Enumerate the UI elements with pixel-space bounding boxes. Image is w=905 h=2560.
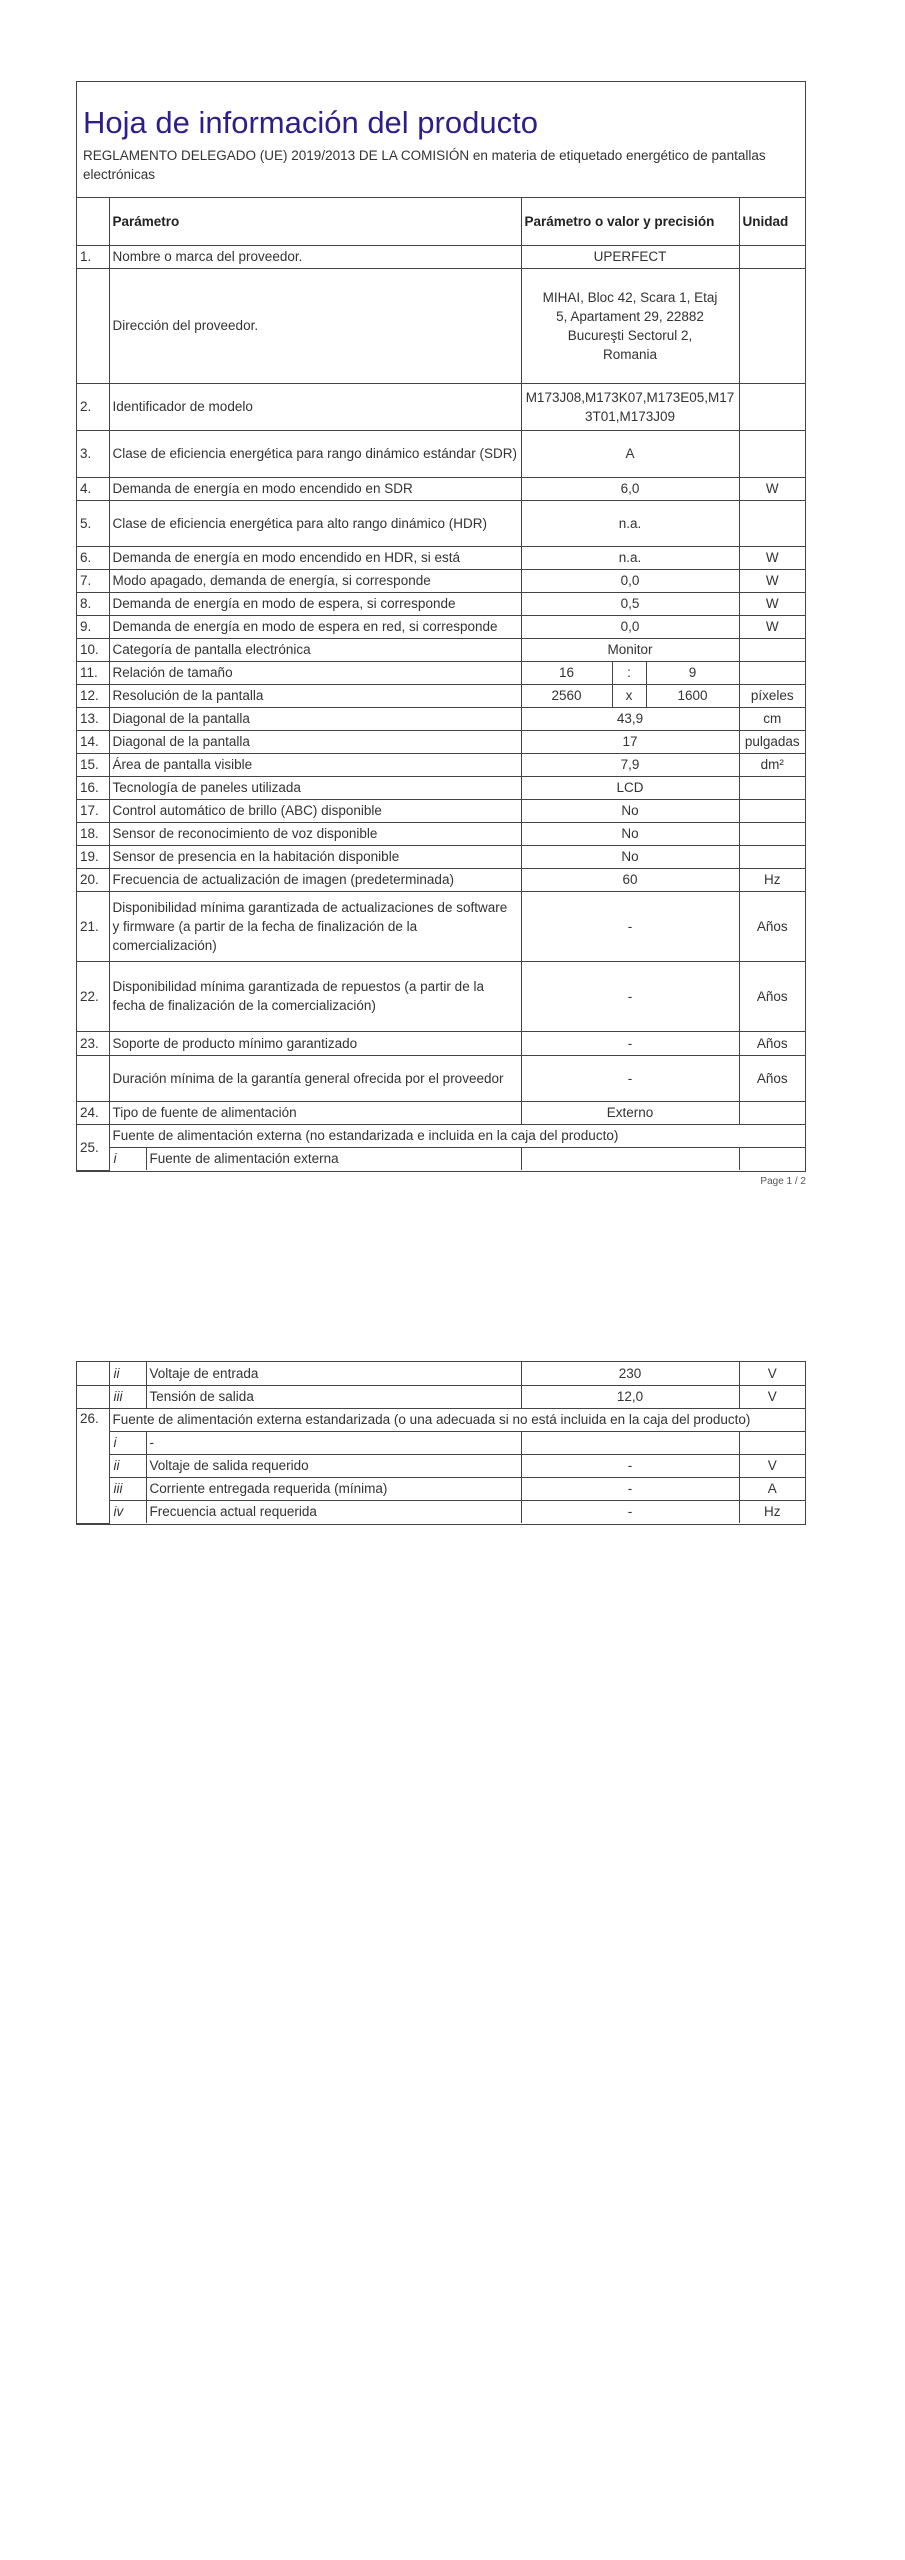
row-value: 0,5	[521, 592, 739, 615]
header-parametro: Parámetro	[109, 198, 521, 245]
table-row	[77, 430, 805, 477]
table-row	[77, 1362, 805, 1385]
row-sub-number: iii	[109, 1477, 146, 1500]
row-number: 12.	[77, 684, 109, 707]
table-row	[77, 592, 805, 615]
table-row	[77, 799, 805, 822]
table-row	[77, 822, 805, 845]
row-value: Externo	[521, 1101, 739, 1124]
row-value: MIHAI, Bloc 42, Scara 1, Etaj 5, Apartament 29, 22882 Bucureşti Sectorul 2, Romania	[521, 268, 739, 383]
row-parameter: Voltaje de salida requerido	[146, 1454, 521, 1477]
row-unit: W	[739, 592, 805, 615]
row-value-second: 9	[646, 661, 739, 684]
row-unit	[739, 638, 805, 661]
table-row	[77, 707, 805, 730]
header-unidad: Unidad	[739, 198, 805, 245]
row-value: M173J08,M173K07,M173E05,M173T01,M173J09	[521, 383, 739, 430]
row-unit: Años	[739, 961, 805, 1031]
row-number	[77, 1055, 109, 1101]
row-number: 4.	[77, 477, 109, 500]
row-value: LCD	[521, 776, 739, 799]
table-row	[77, 961, 805, 1031]
row-number: 1.	[77, 245, 109, 268]
table-row	[77, 1477, 805, 1500]
row-value: 0,0	[521, 569, 739, 592]
table-row	[77, 569, 805, 592]
row-parameter: -	[146, 1431, 521, 1454]
row-parameter: Duración mínima de la garantía general ofrecida por el proveedor	[109, 1055, 521, 1101]
row-value: -	[521, 891, 739, 961]
table-row	[77, 500, 805, 546]
row-unit: W	[739, 615, 805, 638]
row-unit: Años	[739, 1055, 805, 1101]
row-parameter: Resolución de la pantalla	[109, 684, 521, 707]
row-value: -	[521, 1454, 739, 1477]
row-unit	[739, 1101, 805, 1124]
row-parameter: Identificador de modelo	[109, 383, 521, 430]
table-row	[77, 1147, 805, 1170]
row-unit: V	[739, 1385, 805, 1408]
row-parameter: Sensor de reconocimiento de voz disponible	[109, 822, 521, 845]
row-unit	[739, 500, 805, 546]
table-row	[77, 477, 805, 500]
row-parameter: Categoría de pantalla electrónica	[109, 638, 521, 661]
row-parameter: Soporte de producto mínimo garantizado	[109, 1031, 521, 1055]
row-value: 60	[521, 868, 739, 891]
row-sub-number: i	[109, 1147, 146, 1170]
row-unit	[739, 799, 805, 822]
row-unit	[739, 845, 805, 868]
row-unit: W	[739, 477, 805, 500]
row-value: UPERFECT	[521, 245, 739, 268]
row-unit	[739, 430, 805, 477]
table-row	[77, 1055, 805, 1101]
row-section-title: Fuente de alimentación externa (no estandarizada e incluida en la caja del producto)	[109, 1124, 805, 1147]
row-parameter: Tecnología de paneles utilizada	[109, 776, 521, 799]
row-value	[521, 1147, 739, 1170]
row-sub-number: iv	[109, 1500, 146, 1523]
table-row	[77, 383, 805, 430]
row-parameter: Nombre o marca del proveedor.	[109, 245, 521, 268]
row-parameter: Fuente de alimentación externa	[146, 1147, 521, 1170]
row-unit	[739, 822, 805, 845]
row-unit: V	[739, 1362, 805, 1385]
parameters-table	[77, 198, 805, 1171]
row-unit: dm²	[739, 753, 805, 776]
row-value: 43,9	[521, 707, 739, 730]
row-value: 17	[521, 730, 739, 753]
row-unit	[739, 661, 805, 684]
row-value: Monitor	[521, 638, 739, 661]
row-unit	[739, 1147, 805, 1170]
row-unit: W	[739, 546, 805, 569]
row-value: No	[521, 799, 739, 822]
row-value: -	[521, 1500, 739, 1523]
row-parameter: Voltaje de entrada	[146, 1362, 521, 1385]
row-parameter: Demanda de energía en modo de espera, si corresponde	[109, 592, 521, 615]
row-value-first: 2560	[521, 684, 612, 707]
row-number: 3.	[77, 430, 109, 477]
row-number: 13.	[77, 707, 109, 730]
table-row	[77, 661, 805, 684]
row-value: 7,9	[521, 753, 739, 776]
row-parameter: Diagonal de la pantalla	[109, 707, 521, 730]
table-row	[77, 1385, 805, 1408]
table-row	[77, 268, 805, 383]
row-unit: A	[739, 1477, 805, 1500]
row-number: 10.	[77, 638, 109, 661]
row-parameter: Disponibilidad mínima garantizada de repuestos (a partir de la fecha de finalización de la comercialización)	[109, 961, 521, 1031]
table-row	[77, 615, 805, 638]
row-parameter: Relación de tamaño	[109, 661, 521, 684]
row-number: 19.	[77, 845, 109, 868]
row-sub-number: i	[109, 1431, 146, 1454]
row-number: 20.	[77, 868, 109, 891]
row-sub-number: ii	[109, 1362, 146, 1385]
row-parameter: Clase de eficiencia energética para rango dinámico estándar (SDR)	[109, 430, 521, 477]
row-unit: V	[739, 1454, 805, 1477]
row-value-second: 1600	[646, 684, 739, 707]
row-unit: Hz	[739, 1500, 805, 1523]
row-number: 24.	[77, 1101, 109, 1124]
table-row	[77, 1431, 805, 1454]
row-number: 11.	[77, 661, 109, 684]
table-row	[77, 1124, 805, 1147]
row-sub-number: ii	[109, 1454, 146, 1477]
table-row	[77, 1031, 805, 1055]
row-parameter: Demanda de energía en modo encendido en SDR	[109, 477, 521, 500]
row-parameter: Área de pantalla visible	[109, 753, 521, 776]
row-value: A	[521, 430, 739, 477]
row-unit	[739, 268, 805, 383]
row-unit	[739, 383, 805, 430]
table-row	[77, 730, 805, 753]
row-value: No	[521, 822, 739, 845]
table-header-row	[77, 198, 805, 245]
table-row	[77, 1454, 805, 1477]
row-parameter: Disponibilidad mínima garantizada de actualizaciones de software y firmware (a partir de la fecha de finalización de la comercialización)	[109, 891, 521, 961]
row-number: 15.	[77, 753, 109, 776]
row-value: n.a.	[521, 500, 739, 546]
row-unit: píxeles	[739, 684, 805, 707]
row-unit: pulgadas	[739, 730, 805, 753]
row-value	[521, 1431, 739, 1454]
table-row	[77, 245, 805, 268]
table-row	[77, 638, 805, 661]
row-unit: Años	[739, 1031, 805, 1055]
row-value-first: 16	[521, 661, 612, 684]
document-title: Hoja de información del producto	[83, 105, 538, 140]
row-value: n.a.	[521, 546, 739, 569]
row-value: -	[521, 961, 739, 1031]
table-row	[77, 1101, 805, 1124]
row-parameter: Sensor de presencia en la habitación disponible	[109, 845, 521, 868]
row-number: 23.	[77, 1031, 109, 1055]
row-parameter: Control automático de brillo (ABC) disponible	[109, 799, 521, 822]
sheet-header	[77, 82, 805, 198]
row-unit: Años	[739, 891, 805, 961]
header-valor: Parámetro o valor y precisión	[521, 198, 739, 245]
row-number: 9.	[77, 615, 109, 638]
row-unit: Hz	[739, 868, 805, 891]
row-number: 7.	[77, 569, 109, 592]
table-row	[77, 1408, 805, 1431]
row-value: -	[521, 1031, 739, 1055]
row-value: No	[521, 845, 739, 868]
row-value: -	[521, 1055, 739, 1101]
row-number: 14.	[77, 730, 109, 753]
row-number: 6.	[77, 546, 109, 569]
table-row	[77, 776, 805, 799]
table-row	[77, 891, 805, 961]
row-unit: W	[739, 569, 805, 592]
row-parameter: Demanda de energía en modo de espera en red, si corresponde	[109, 615, 521, 638]
row-number: 22.	[77, 961, 109, 1031]
row-parameter: Corriente entregada requerida (mínima)	[146, 1477, 521, 1500]
row-sub-number: iii	[109, 1385, 146, 1408]
row-number: 25.	[77, 1124, 109, 1170]
row-parameter: Diagonal de la pantalla	[109, 730, 521, 753]
row-section-title: Fuente de alimentación externa estandarizada (o una adecuada si no está incluida en la caja del producto)	[109, 1408, 805, 1431]
product-info-sheet-page-1	[76, 81, 806, 1172]
row-unit: cm	[739, 707, 805, 730]
table-row	[77, 684, 805, 707]
row-unit	[739, 245, 805, 268]
row-value: 6,0	[521, 477, 739, 500]
row-number: 2.	[77, 383, 109, 430]
table-row	[77, 1500, 805, 1523]
row-value-separator: :	[612, 661, 646, 684]
table-row	[77, 845, 805, 868]
page-number: Page 1 / 2	[760, 1176, 806, 1187]
table-row	[77, 753, 805, 776]
table-row	[77, 546, 805, 569]
row-parameter: Dirección del proveedor.	[109, 268, 521, 383]
row-unit	[739, 1431, 805, 1454]
row-parameter: Tensión de salida	[146, 1385, 521, 1408]
row-number: 21.	[77, 891, 109, 961]
row-parameter: Clase de eficiencia energética para alto rango dinámico (HDR)	[109, 500, 521, 546]
product-info-sheet-page-2	[76, 1361, 806, 1525]
row-value-separator: x	[612, 684, 646, 707]
table-row	[77, 868, 805, 891]
row-number: 8.	[77, 592, 109, 615]
row-value: 0,0	[521, 615, 739, 638]
row-parameter: Demanda de energía en modo encendido en HDR, si está	[109, 546, 521, 569]
regulation-subtitle: REGLAMENTO DELEGADO (UE) 2019/2013 DE LA COMISIÓN en materia de etiquetado energético de pantallas electrónicas	[83, 148, 766, 182]
row-parameter: Modo apagado, demanda de energía, si corresponde	[109, 569, 521, 592]
row-value: 230	[521, 1362, 739, 1385]
row-unit	[739, 776, 805, 799]
row-parameter: Frecuencia de actualización de imagen (predeterminada)	[109, 868, 521, 891]
row-value: -	[521, 1477, 739, 1500]
row-number	[77, 268, 109, 383]
row-number: 5.	[77, 500, 109, 546]
parameters-table-continued	[77, 1362, 805, 1524]
row-value: 12,0	[521, 1385, 739, 1408]
row-parameter: Tipo de fuente de alimentación	[109, 1101, 521, 1124]
row-number: 18.	[77, 822, 109, 845]
row-number: 16.	[77, 776, 109, 799]
row-number: 26.	[77, 1408, 109, 1523]
row-number: 17.	[77, 799, 109, 822]
row-parameter: Frecuencia actual requerida	[146, 1500, 521, 1523]
